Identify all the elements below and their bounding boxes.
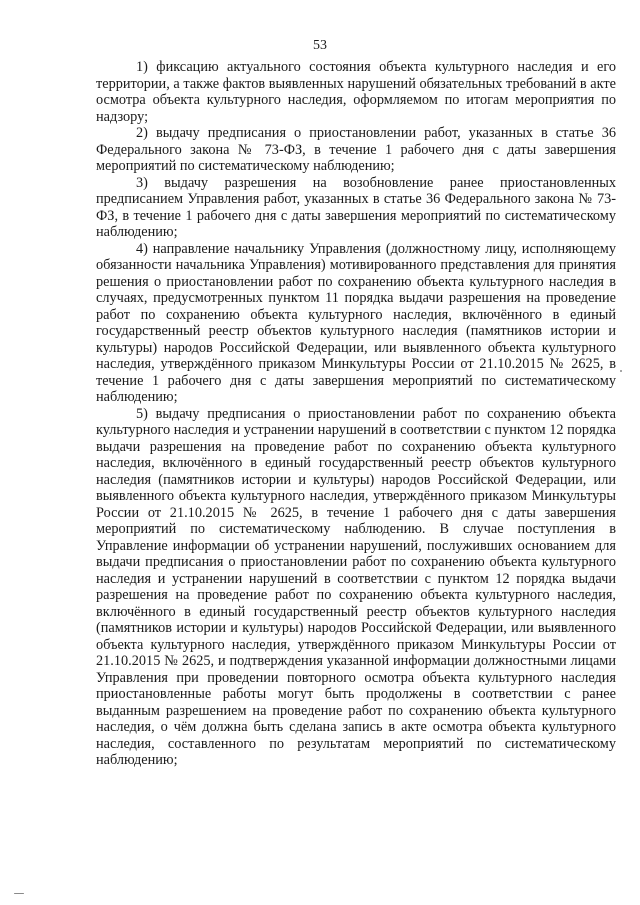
document-body [96,59,616,769]
page-number: 53 [313,38,327,53]
paragraph-item-4: 4) направление начальнику Управления (должностному лицу, исполняющему обязанности начальника Управления) мотивированного представления для принятия решения о приостановлении работ по сохранению объекта культурного наследия в случаях, предусмотренных пунктом 11 порядка выдачи разрешения на проведение работ по сохранению объекта культурного наследия, включённого в единый государственный реестр объектов культурного наследия (памятников истории и культуры) народов Российской Федерации, или выявленного объекта культурного наследия, утверждённого приказом Минкультуры России от 21.10.2015 № 2625, в течение 1 рабочего дня с даты завершения мероприятий по систематическому наблюдению; [96,240,616,405]
paragraph-item-1: 1) фиксацию актуального состояния объекта культурного наследия и его территории, а также фактов выявленных нарушений обязательных требований в акте осмотра объекта культурного наследия, оформляемом по итогам мероприятия по надзору; [96,59,616,125]
paragraph-item-5: 5) выдачу предписания о приостановлении работ по сохранению объекта культурного наследия и устранении нарушений в соответствии с пунктом 12 порядка выдачи разрешения на проведение работ по сохранению объекта культурного наследия, включённого в единый государственный реестр объектов культурного наследия (памятников истории и культуры) народов Российской Федерации, или выявленного объекта культурного наследия, утверждённого приказом Минкультуры России от 21.10.2015 № 2625, в течение 1 рабочего дня с даты завершения мероприятий по систематическому наблюдению. В случае поступления в Управление информации об устранении нарушений, послуживших основанием для выдачи предписания о приостановлении работ по сохранению объекта культурного наследия и устранении нарушений в соответствии с пунктом 12 порядка выдачи разрешения на проведение работ по сохранению объекта культурного наследия, включённого в единый государственный реестр объектов культурного наследия (памятников истории и культуры) народов Российской Федерации, или выявленного объекта культурного наследия, утверждённого приказом Минкультуры России от 21.10.2015 № 2625, и подтверждения указанной информации должностными лицами Управления при проведении повторного осмотра объекта культурного наследия приостановленные работы могут быть продолжены в соответствии с ранее выданным разрешением на проведение работ по сохранению объекта культурного наследия, о чём должна быть сделана запись в акте осмотра объекта культурного наследия, составленного по результатам мероприятий по систематическому наблюдению; [96,405,616,768]
scan-speck [14,893,24,894]
scan-speck [620,370,622,372]
paragraph-item-3: 3) выдачу разрешения на возобновление ранее приостановленных предписанием Управления работ, указанных в статье 36 Федерального закона № 73-ФЗ, в течение 1 рабочего дня с даты завершения мероприятий по систематическому наблюдению; [96,174,616,240]
paragraph-item-2: 2) выдачу предписания о приостановлении работ, указанных в статье 36 Федерального закона № 73-ФЗ, в течение 1 рабочего дня с даты завершения мероприятий по систематическому наблюдению; [96,125,616,174]
